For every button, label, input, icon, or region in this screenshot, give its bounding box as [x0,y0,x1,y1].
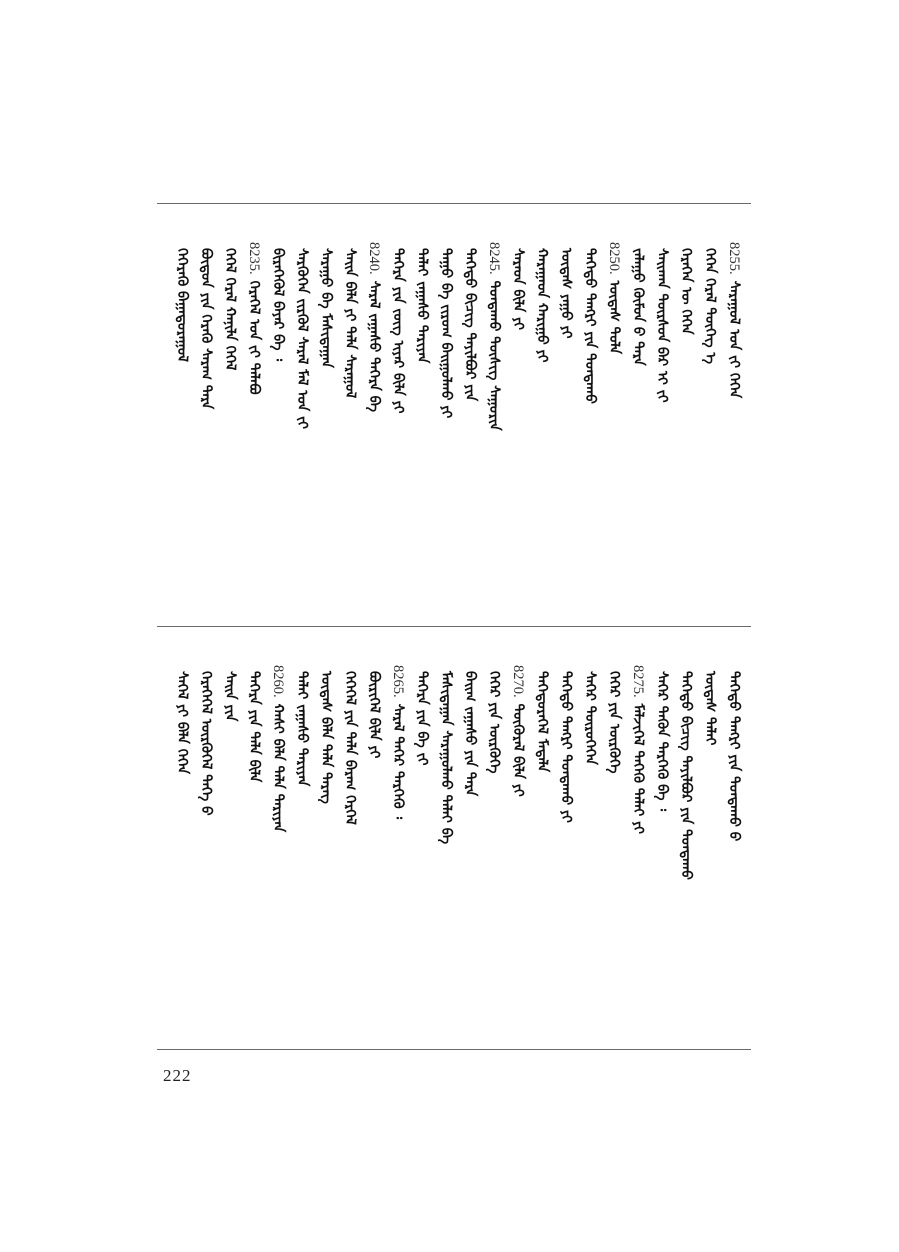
verse-line: ᠰᠠᠢᠨ ᠪᠠᠯᠠ ᠶᠢ ᠲᠠᠯᠠ ᠰᠠᠷᠠᠭᠤᠯ [342,248,358,399]
verse-line: ᠰᠠᠢᠨ ᠶᠢᠨ [222,671,238,722]
verse-line: ᠳᠡᠭᠡᠷᠡ ᠶᠢᠨ ᠪᠠ ᠵᠢ [414,671,430,766]
verse-line: ᠦᠳᠡᠰ ᠪᠠᠯᠠ ᠲᠠᠯᠠ ᠲᠡᠷᠡᠭ [318,671,334,804]
verse-line: ᠰᠡᠭᠡᠯ ᠶᠢ ᠪᠠᠯᠠ ᠭᠡᠭᠡᠨ [174,671,190,775]
verse-line: ᠭᠡᠭᠡᠨ ᠭᠡᠷᠡᠯ ᠲᠦᠭᠡᠭ ᠡ [702,248,718,365]
verse-line: ᠬᠠᠷᠠᠭᠠᠳ ᠬᠠᠷᠢᠭᠤ ᠶᠢ [534,248,550,363]
verse-line: ᠮᠠᠰᠢᠳᠠᠭᠠᠨ ᠰᠠᠷᠠᠭᠤᠯᠬᠤ ᠳᠠᠯᠠᠢ ᠪᠠ [438,671,454,845]
verse-line: ᠰᠠᠷᠠᠯ ᠵᠠᠭᠠᠰᠤ ᠳᠡᠭᠡᠷᠡ ᠪᠠ [366,280,382,413]
verse-line: ᠪᠦᠷᠢᠭᠡᠯ ᠪᠢᠯᠡ ᠶᠢ [366,671,382,759]
verse-line: ᠭᠡᠷᠡᠭᠡᠨ ᠦ ᠭᠡᠭᠡᠨ [678,248,694,335]
line-number: 8270. [510,665,526,698]
upper-verse-block [157,204,751,625]
line-number: 8245. [486,242,502,275]
verse-line: ᠵᠠᠯᠠᠭᠤ ᠬᠦᠮᠦᠨ ᠪ ᠲᠡᠷᠡ [630,248,646,366]
verse-line: ᠬᠡᠭᠡᠷ ᠶᠢᠨ ᠦᠷᠭᠦᠭᠡ [486,671,502,774]
verse-line: ᠰᠠᠷᠠᠳ ᠪᠢᠯᠡ ᠶᠢ [510,248,526,330]
page-number: 222 [163,1066,192,1085]
line-number: 8260. [270,665,286,698]
verse-line: ᠦᠳᠡᠰ ᠲᠤᠯᠠ [606,280,622,355]
verse-line: ᠳᠡᠭᠡᠳᠦ ᠪᠢᠴᠢᠭ ᠲᠠᠶᠢᠯᠪᠤᠷ ᠶᠢᠨ ᠳᠤᠨᠳᠠᠬᠤ [678,671,694,880]
verse-column [167,242,197,362]
line-number: 8275. [630,665,646,698]
verse-line: ᠰᠠᠷᠠᠭᠤ ᠪᠠ ᠮᠠᠰᠢᠳᠠᠭᠠᠨ [318,248,334,369]
verse-line: ᠭᠡᠭᠡᠭᠡᠯ ᠶᠢᠨ ᠲᠠᠯᠠ ᠪᠠᠷᠠᠭ ᠭᠡᠷᠭᠡᠯ [342,671,358,825]
verse-line: ᠳᠡᠭᠡᠳᠦᠷᠡᠭᠡᠯ ᠮᠡᠳᠡᠯᠡ [534,671,550,773]
verse-line: ᠬᠠᠰᠢ ᠪᠠᠯᠠ ᠲᠠᠯᠠ ᠲᠠᠷᠢᠶᠠᠨ [270,703,286,833]
verse-line: ᠰᠠᠢᠬᠠᠨ ᠳᠦᠷᠰᠦᠨ ᠪᠠᠷ ᠢ ᠵᠢ [654,248,670,403]
verse-line: ᠰᠠᠷᠠᠯ ᠲᠡᠭᠡᠷ ᠲᠡᠷᠭᠡᠭᠦ ᠄ [390,703,406,820]
verse-line: ᠳᠠᠭᠤ ᠪᠠ ᠵᠢᠷᠤᠭ ᠪᠠᠢᠭᠤᠯᠬᠤ ᠶᠢ [438,248,454,419]
verse-line: ᠬᠡᠭᠡᠷᠡᠬᠦ ᠪᠠᠭᠠᠳᠤᠷᠠᠭᠤᠯ [174,248,190,363]
verse-line: ᠬᠡᠭᠡᠷ ᠶᠢᠨ ᠦᠷᠭᠦᠭᠡ [606,671,622,774]
line-number: 8255. [726,242,742,275]
verse-line: ᠬᠡᠷᠡᠭᠡᠯ ᠤᠨ ᠵᠢ ᠲᠠᠯᠠᠪᠤ [246,280,262,395]
verse-line: ᠰᠡᠭᠡᠷ ᠲᠡᠭᠦᠨ ᠲᠡᠷᠭᠡᠭᠦ ᠪᠠ ᠄ [654,671,670,812]
verse-line: ᠰᠡᠭᠡᠷ ᠲᠦᠷᠦᠭᠡᠭᠡᠨ [582,671,598,765]
verse-line: ᠰᠡᠷᠭᠦᠭᠡᠨ ᠵᠢᠷᠬᠦᠯ ᠰᠠᠷᠠᠯ ᠮᠠᠯ ᠤᠨ ᠵᠢ [294,248,310,429]
verse-line: ᠰᠠᠷᠠᠭᠤᠯ ᠤᠨ ᠵᠢ ᠭᠡᠭᠡᠨ [726,280,742,399]
verse-line: ᠳᠡᠭᠡᠳᠦ ᠲᠡᠩᠷᠢ ᠳᠤᠨᠳᠠᠬᠤ ᠶᠢ [558,671,574,823]
line-number: 8235. [246,242,262,275]
verse-line: ᠳᠠᠯᠠᠢ ᠵᠠᠭᠠᠰᠤ ᠲᠠᠷᠢᠶᠠᠨ [414,248,430,364]
verse-line: ᠮᠡᠯᠵᠢᠭᠡᠯ ᠲᠡᠭᠡᠭᠦ ᠳᠠᠯᠠᠢ ᠶᠢ [630,703,646,834]
verse-line: ᠳᠤᠨᠳᠠᠬᠤ ᠲᠦᠰᠢᠭ ᠰᠠᠭᠤᠷᠢᠨ [486,280,502,431]
verse-line: ᠬᠡᠷᠡᠭᠡᠭᠡᠯ ᠦᠷᠭᠦᠭᠡᠯ ᠲᠡᠭᠡ ᠪ [198,671,214,816]
line-number: 8250. [606,242,622,275]
verse-line: ᠳᠡᠭᠡᠳᠦ ᠲᠡᠩᠷᠢ ᠶᠢᠨ ᠳᠤᠨᠳᠠᠬᠤ [582,248,598,404]
verse-line: ᠦᠳᠡᠰ ᠳᠠᠯᠠᠢ [702,671,718,746]
verse-line: ᠪᠦᠳᠦᠨ ᠶᠢᠨ ᠬᠡᠷᠡᠭᠦ ᠰᠠᠷᠠᠭ ᠲᠡᠷᠡ [198,248,214,410]
verse-line: ᠳᠡᠭᠡᠳᠦ ᠲᠡᠩᠷᠢ ᠶᠢᠨ ᠳᠤᠨᠳᠠᠬᠤ ᠪ [726,671,742,842]
verse-line: ᠳᠠᠯᠠᠢ ᠵᠠᠭᠠᠰᠤ ᠲᠠᠷᠢᠶᠠᠨ [294,671,310,787]
verse-line: ᠳᠡᠭᠡᠳᠦ ᠪᠢᠴᠢᠭ ᠲᠠᠶᠢᠯᠪᠤᠷ ᠶᠢᠨ [462,248,478,402]
verse-line: ᠳᠡᠭᠡᠷᠡ ᠶᠢᠨ ᠲᠠᠯᠠ ᠪᠢᠯᠡ [246,671,262,783]
line-number: 8240. [366,242,382,275]
verse-line: ᠪᠠᠢᠭ ᠵᠠᠭᠠᠰᠤ ᠶᠢᠨ ᠲᠡᠷᠡ [462,671,478,797]
verse-line: ᠦᠳᠡᠰ ᠶᠠᠭᠤ ᠶᠢ [558,248,574,339]
verse-line: ᠪᠢᠷᠡᠭᠡᠭᠦᠯ ᠪᠠᠶᠠᠷ ᠪᠠ ᠄ [270,248,286,362]
verse-line: ᠳᠡᠭᠡᠷᠡ ᠶᠢᠨ ᠵᠦᠭ ᠢᠶᠡᠷ ᠪᠢᠯᠡ ᠶᠢ [390,248,406,414]
verse-column [167,665,197,774]
verse-line: ᠳᠦᠭᠦᠷᠡᠯ ᠪᠢᠯᠡ ᠶᠢ [510,703,526,797]
lower-verse-block [157,627,751,1048]
line-number: 8265. [390,665,406,698]
verse-line: ᠬᠡᠭᠡᠯ ᠭᠡᠷᠡᠯ ᠬᠠᠨᠢᠯᠠ ᠬᠡᠭᠡᠯ [222,248,238,371]
bottom-divider-line [157,1049,751,1050]
